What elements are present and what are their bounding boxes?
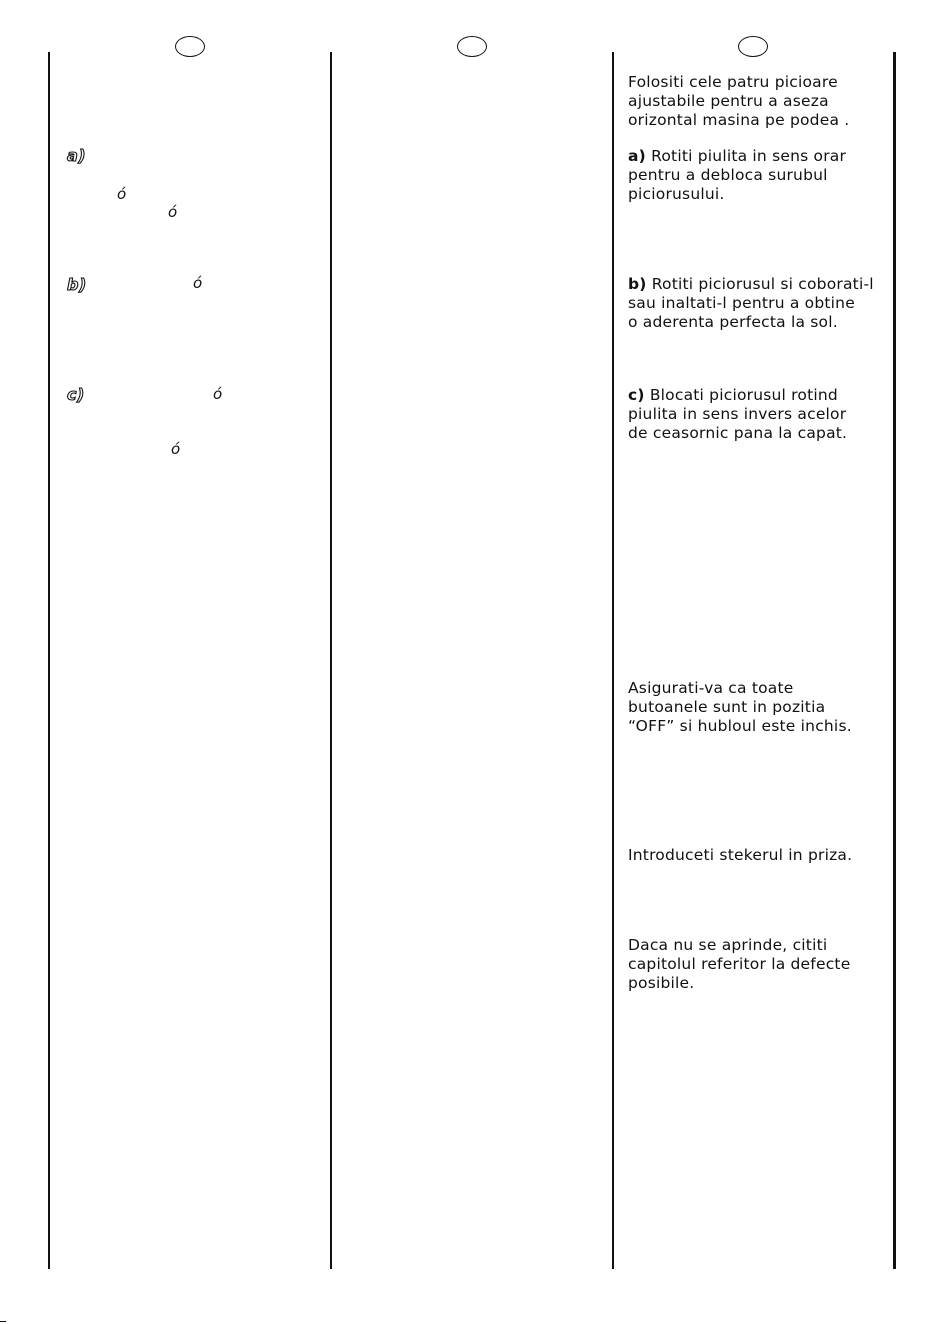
step-b-paragraph: [628, 275, 890, 332]
step-c-paragraph: [628, 386, 890, 443]
step-a-paragraph: [628, 147, 890, 204]
language-marker-left: [175, 36, 205, 57]
column-divider-3: [612, 52, 614, 1269]
step-c-line: Blocati piciorusul rotind: [649, 386, 838, 404]
step-b-line: Rotiti piciorusul si coborati-l: [651, 275, 874, 293]
left-accent-glyph: ó: [117, 185, 127, 203]
language-marker-right: [738, 36, 768, 57]
intro-paragraph: [628, 73, 890, 130]
intro-line: ajustabile pentru a aseza: [628, 92, 829, 110]
step-a-line: Rotiti piulita in sens orar: [651, 147, 847, 165]
left-step-marker-b: b): [67, 275, 87, 294]
left-accent-glyph: ó: [168, 203, 178, 221]
step-b-label: b): [628, 275, 647, 293]
step-a-label: a): [628, 147, 646, 165]
column-divider-4: [893, 52, 896, 1269]
left-accent-glyph: ó: [171, 440, 181, 458]
check-buttons-line: Asigurati-va ca toate: [628, 679, 794, 697]
step-c-line: piulita in sens invers acelor: [628, 405, 847, 423]
column-divider-1: [48, 52, 50, 1269]
if-not-lit-line: posibile.: [628, 974, 695, 992]
step-a-line: piciorusului.: [628, 185, 725, 203]
intro-line: orizontal masina pe podea .: [628, 111, 850, 129]
intro-line: Folositi cele patru picioare: [628, 73, 838, 91]
column-divider-2: [330, 52, 332, 1269]
plug-in-paragraph: [628, 846, 890, 865]
check-buttons-line: butoanele sunt in pozitia: [628, 698, 826, 716]
step-b-line: sau inaltati-l pentru a obtine: [628, 294, 855, 312]
check-buttons-line: “OFF” si hubloul este inchis.: [628, 717, 852, 735]
plug-in-line: Introduceti stekerul in priza.: [628, 846, 853, 864]
left-accent-glyph: ó: [193, 274, 203, 292]
left-step-marker-a: a): [67, 146, 87, 165]
step-a-line: pentru a debloca surubul: [628, 166, 828, 184]
corner-mark: [0, 1321, 6, 1322]
check-buttons-paragraph: [628, 679, 890, 736]
if-not-lit-paragraph: [628, 936, 890, 993]
step-b-line: o aderenta perfecta la sol.: [628, 313, 838, 331]
if-not-lit-line: Daca nu se aprinde, cititi: [628, 936, 828, 954]
left-accent-glyph: ó: [213, 385, 223, 403]
if-not-lit-line: capitolul referitor la defecte: [628, 955, 851, 973]
language-marker-middle: [457, 36, 487, 57]
left-step-marker-c: c): [67, 385, 85, 404]
step-c-label: c): [628, 386, 645, 404]
step-c-line: de ceasornic pana la capat.: [628, 424, 848, 442]
